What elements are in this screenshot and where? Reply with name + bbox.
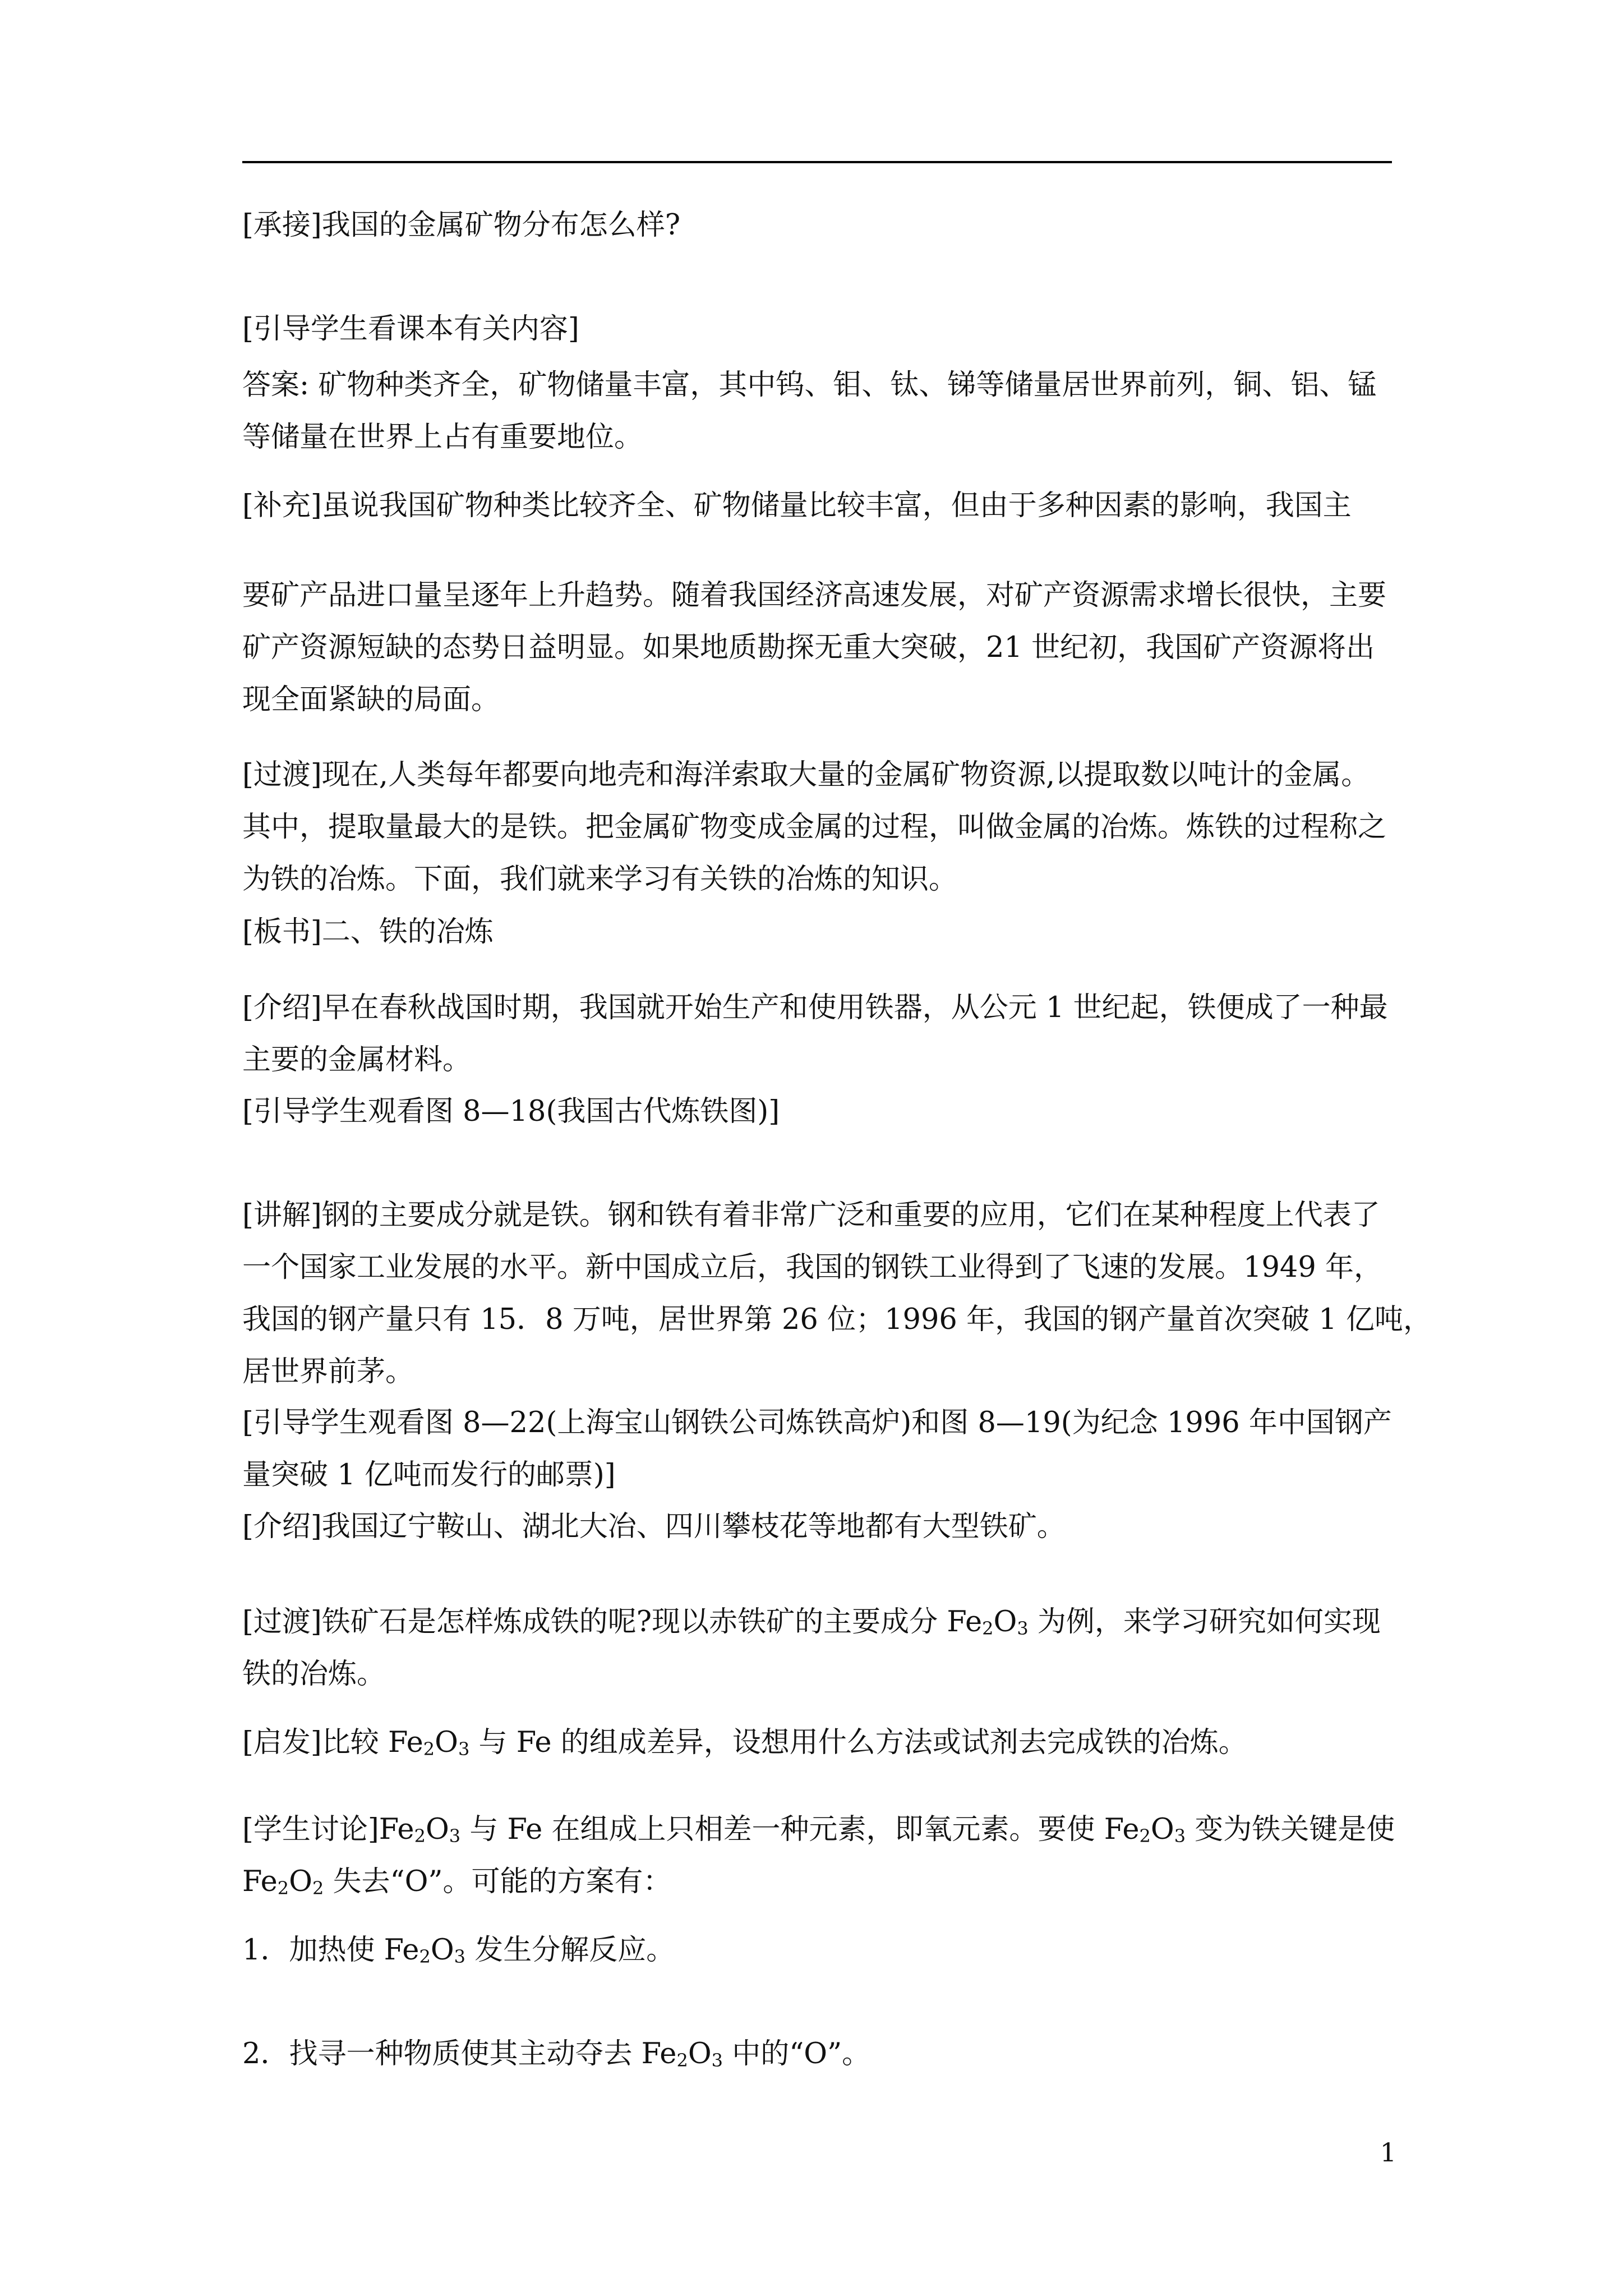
subscript: 2 [414,1825,426,1847]
paragraph [242,906,1392,958]
text-line: 居世界前茅。 [242,1355,414,1388]
paragraph [242,1085,1392,1138]
paragraph [242,1803,1395,1908]
text-run: 为例，来学习研究如何实现 [1028,1605,1381,1639]
text-run: O [1150,1813,1174,1846]
text-line: 答案: 矿物种类齐全，矿物储量丰富，其中钨、钼、钛、锑等储量居世界前列，铜、铝、锰 [242,369,1377,402]
text-run: O [289,1865,312,1898]
paragraph [242,1717,1392,1769]
paragraph [242,569,1392,726]
text-run: O [430,1934,454,1967]
text-run: [学生讨论]Fe [242,1813,414,1846]
subscript: 3 [449,1825,461,1847]
paragraph [242,1596,1392,1700]
paragraph [242,480,1392,532]
paragraph [242,749,1392,905]
text-run: 变为铁关键是使 [1186,1813,1395,1846]
text-run: Fe [242,1865,278,1898]
text-run: [过渡]铁矿石是怎样炼成铁的呢?现以赤铁矿的主要成分 Fe [242,1605,983,1639]
paragraph [242,1189,1432,1398]
text-run: 与 Fe 的组成差异，设想用什么方法或试剂去完成铁的冶炼。 [469,1726,1247,1759]
text-line: 矿产资源短缺的态势日益明显。如果地质勘探无重大突破，21 世纪初，我国矿产资源将出 [242,631,1375,664]
paragraph [242,1501,1392,1553]
text-line: [讲解]钢的主要成分就是铁。钢和铁有着非常广泛和重要的应用，它们在某种程度上代表了 [242,1199,1380,1232]
text-run: 中的“O”。 [722,2037,871,2070]
text-line: 其中，提取量最大的是铁。把金属矿物变成金属的过程，叫做金属的冶炼。炼铁的过程称之 [242,811,1387,844]
paragraph [242,303,1392,355]
text-line: 我国的钢产量只有 15．8 万吨，居世界第 26 位；1996 年，我国的钢产量首次突破 1 亿吨， [242,1303,1432,1336]
text-line: 主要的金属材料。 [242,1043,472,1076]
text-run: 与 Fe 在组成上只相差一种元素，即氧元素。要使 Fe [460,1813,1140,1846]
text-line: [过渡]现在,人类每年都要向地壳和海洋索取大量的金属矿物资源,以提取数以吨计的金属。 [242,758,1370,792]
text-line [242,1856,1392,1908]
text-line [242,2028,1392,2080]
subscript: 3 [454,1946,465,1967]
text-run: O [435,1726,458,1759]
text-line: 量突破 1 亿吨而发行的邮票)] [242,1458,616,1492]
text-line: 铁的冶炼。 [242,1658,386,1691]
text-run: O [688,2037,712,2070]
text-run: [启发]比较 Fe [242,1726,423,1759]
subscript: 2 [676,2050,688,2071]
paragraph [242,982,1392,1086]
paragraph [242,1397,1392,1501]
text-line: [介绍]早在春秋战国时期，我国就开始生产和使用铁器，从公元 1 世纪起，铁便成了一种最 [242,991,1388,1024]
subscript: 3 [711,2050,723,2071]
subscript: 2 [419,1946,431,1967]
text-run: O [425,1813,449,1846]
text-line: [引导学生观看图 8—22(上海宝山钢铁公司炼铁高炉)和图 8—19(为纪念 1996 年中国钢产 [242,1406,1392,1439]
text-line: 要矿产品进口量呈逐年上升趋势。随着我国经济高速发展，对矿产资源需求增长很快，主要 [242,579,1387,612]
paragraph [242,1924,1392,1976]
subscript: 3 [1017,1618,1029,1639]
text-line: [介绍]我国辽宁鞍山、湖北大冶、四川攀枝花等地都有大型铁矿。 [242,1510,1066,1543]
subscript: 2 [423,1738,435,1760]
page-number: 1 [1380,2137,1396,2168]
paragraph [242,2028,1392,2080]
subscript: 2 [982,1618,994,1639]
subscript: 2 [1139,1825,1151,1847]
text-line: [承接]我国的金属矿物分布怎么样? [242,209,681,242]
text-run: 2．找寻一种物质使其主动夺去 Fe [242,2037,677,2070]
subscript: 2 [277,1878,289,1899]
text-line: [引导学生看课本有关内容] [242,312,579,346]
text-run: 发生分解反应。 [465,1934,675,1967]
header-rule [242,161,1392,163]
text-line: [引导学生观看图 8—18(我国古代炼铁图)] [242,1095,780,1128]
text-line: [板书]二、铁的冶炼 [242,915,494,949]
text-line [242,1924,1392,1976]
text-line: [补充]虽说我国矿物种类比较齐全、矿物储量比较丰富，但由于多种因素的影响，我国主 [242,489,1352,522]
text-line [242,1717,1392,1769]
text-run: 1．加热使 Fe [242,1934,419,1967]
text-line [242,1596,1392,1648]
text-line: 一个国家工业发展的水平。新中国成立后，我国的钢铁工业得到了飞速的发展。1949 年， [242,1251,1383,1284]
paragraph [242,199,1392,251]
text-line: 为铁的冶炼。下面，我们就来学习有关铁的冶炼的知识。 [242,863,958,896]
text-line: 等储量在世界上占有重要地位。 [242,421,643,454]
text-run: 失去“O”。可能的方案有： [324,1865,672,1898]
subscript: 3 [1174,1825,1186,1847]
text-line [242,1803,1395,1856]
subscript: 3 [458,1738,470,1760]
text-run: O [993,1605,1017,1639]
subscript: 2 [312,1878,324,1899]
paragraph [242,359,1392,463]
text-line: 现全面紧缺的局面。 [242,683,500,716]
